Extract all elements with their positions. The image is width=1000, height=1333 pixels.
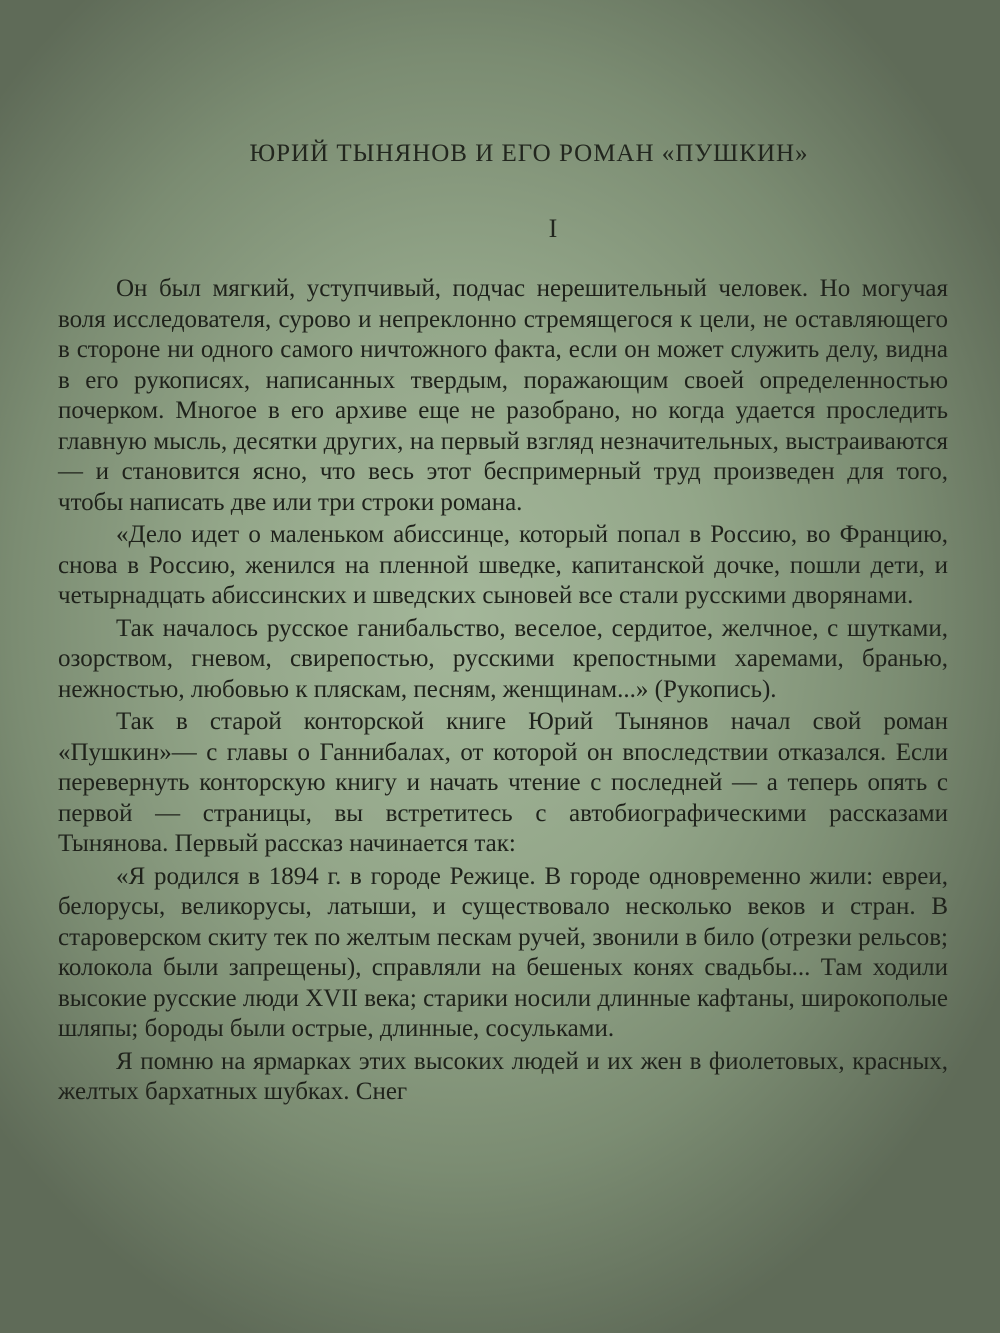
book-page [58, 140, 948, 1108]
paragraph: Так в старой конторской книге Юрий Тынянов начал свой роман «Пушкин»— с главы о Ганнибалах, от которой он впоследствии отказался. Если перевернуть конторскую книгу и начать чтение с последней — а теперь опять с первой — страницы, вы встретитесь с автобиографическими рассказами Тынянова. Первый рассказ начинается так: [58, 708, 948, 857]
paragraph: Я помню на ярмарках этих высоких людей и их жен в фиолетовых, красных, желтых бархатных шубках. Снег [58, 1047, 948, 1105]
body-text [58, 274, 948, 1108]
paragraph: Так началось русское ганибальство, веселое, сердитое, желчное, с шутками, озорством, гневом, свирепостью, русскими крепостными харемами, бранью, нежностью, любовью к пляскам, песням, женщинам...» (Рукопись). [58, 614, 948, 703]
paragraph: Он был мягкий, уступчивый, подчас нерешительный человек. Но могучая воля исследователя, сурово и непреклонно стремящегося к цели, не оставляющего в стороне ни одного самого ничтожного факта, если он может служить делу, видна в его рукописях, написанных твердым, поражающим своей определенностью почерком. Многое в его архиве еще не разобрано, но когда удается проследить главную мысль, десятки других, на первый взгляд незначительных, выстраиваются — и становится ясно, что весь этот беспримерный труд произведен для того, чтобы написать две или три строки романа. [58, 275, 948, 516]
chapter-number: I [548, 214, 558, 243]
paragraph: «Дело идет о маленьком абиссинце, который попал в Россию, во Францию, снова в Россию, женился на пленной шведке, капитанской дочке, пошли дети, и четырнадцать абиссинских и шведских сыновей все стали русскими дворянами. [58, 521, 948, 609]
page-title: ЮРИЙ ТЫНЯНОВ И ЕГО РОМАН «ПУШКИН» [249, 140, 809, 167]
paragraph: «Я родился в 1894 г. в городе Режице. В городе одновременно жили: евреи, белорусы, великорусы, латыши, и существовало несколько веков и стран. В староверском скиту тек по желтым пескам ручей, звонили в било (отрезки рельсов; колокола были запрещены), справляли на бешеных конях свадьбы... Там ходили высокие русские люди XVII века; старики носили длинные кафтаны, широкополые шляпы; бороды были острые, длинные, сосульками. [58, 862, 948, 1042]
